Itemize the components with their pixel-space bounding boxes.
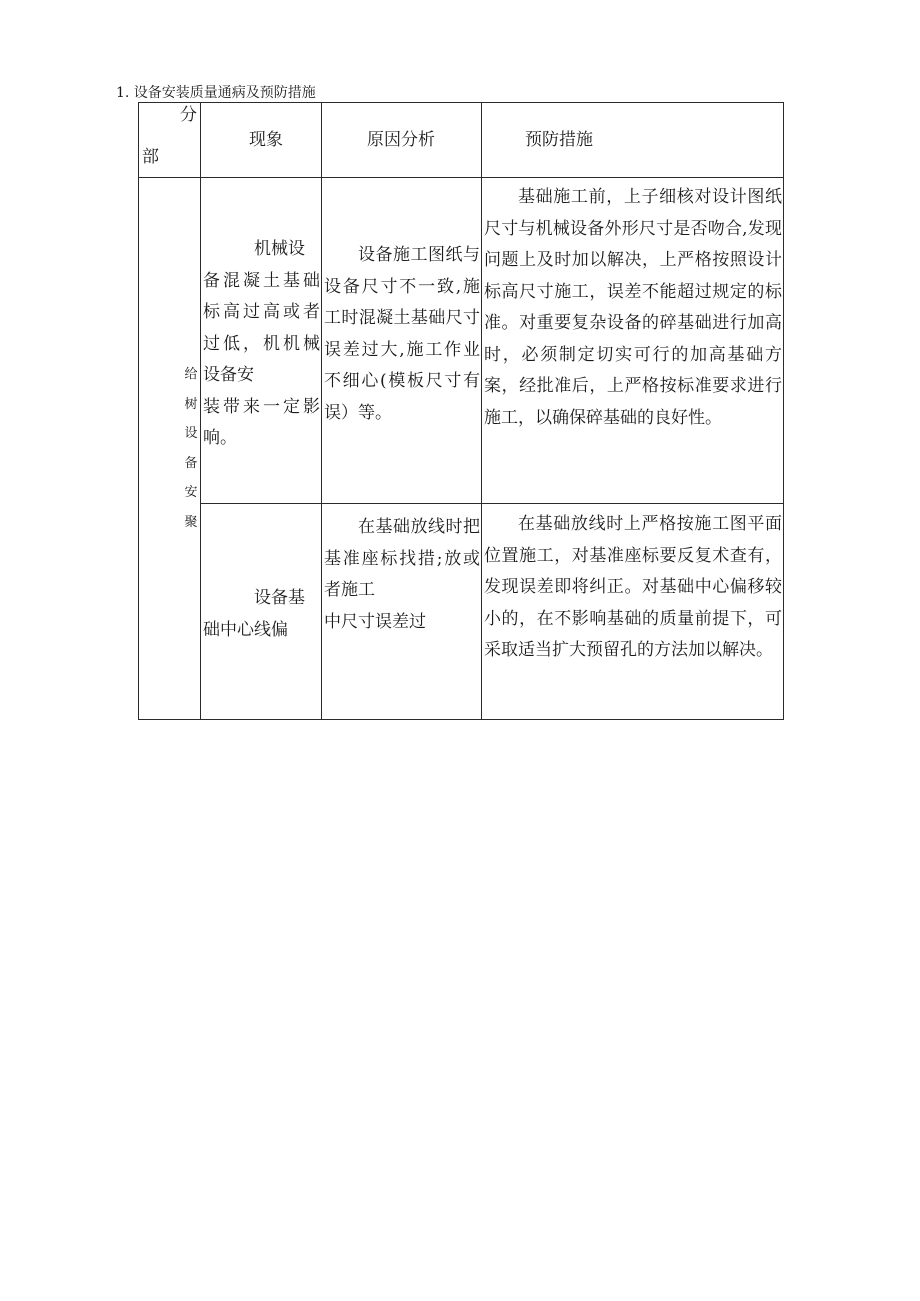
quality-defects-table [138,102,784,720]
header-cause-label: 原因分析 [367,130,435,150]
table-row [139,178,784,504]
header-corner-top: 分 [180,105,197,125]
phenomenon-text: 备混凝土基础标高过高或者过低，机机械设备安 [203,270,320,385]
category-char: 设 [184,426,198,441]
header-prevention-label: 预防措施 [525,130,593,150]
category-cell [139,178,201,720]
phenomenon-text: 机械设 [254,239,305,259]
cause-cell [322,504,482,720]
category-char: 备 [184,455,198,471]
phenomenon-text: 础中心线偏 [203,619,288,640]
cause-text: 设备施工图纸与设备尺寸不一致,施工时混凝土基础尺寸误差过大,施工作业不细心(模板尺寸有误）等。 [324,245,480,423]
header-cause [322,103,482,178]
cause-text: 中尺寸误差过 [324,611,426,632]
cause-text: 在基础放线时把基准座标找措;放或者施工 [324,517,480,600]
cause-cell [322,178,482,504]
header-corner-cell [139,103,201,178]
phenomenon-text: 设备基 [254,588,305,608]
header-prevention [482,103,784,178]
prevention-text: 基础施工前，上子细核对设计图纸尺寸与机械设备外形尺寸是否吻合,发现问题上及时加以解决，上严格按照设计标高尺寸施工，误差不能超过规定的标准。对重要复杂设备的碎基础进行加高时，必须制定切实可行的加高基础方案，经批准后，上严格按标准要求进行施工，以确保碎基础的良好性。 [484,187,782,428]
phenomenon-cell [201,504,322,720]
category-char: 聚 [184,514,198,530]
table-row [139,504,784,720]
table-header-row [139,103,784,178]
category-char: 安 [184,485,198,500]
header-phenomenon [201,103,322,178]
prevention-text: 在基础放线时上严格按施工图平面位置施工，对基准座标要反复术查有，发现误差即将纠正。对基础中心偏移较小的，在不影响基础的质量前提下，可采取适当扩大预留孔的方法加以解决。 [484,514,782,660]
prevention-cell [482,504,784,720]
phenomenon-text: 装带来一定影响。 [203,396,320,448]
category-char: 给 [184,367,198,382]
prevention-cell [482,178,784,504]
document-title: 1. 设备安装质量通病及预防措施 [116,85,316,101]
phenomenon-cell [201,178,322,504]
category-vertical-text [184,360,198,537]
category-char: 树 [184,396,198,412]
header-phenomenon-label: 现象 [249,130,283,150]
header-corner-bottom: 部 [142,147,159,167]
